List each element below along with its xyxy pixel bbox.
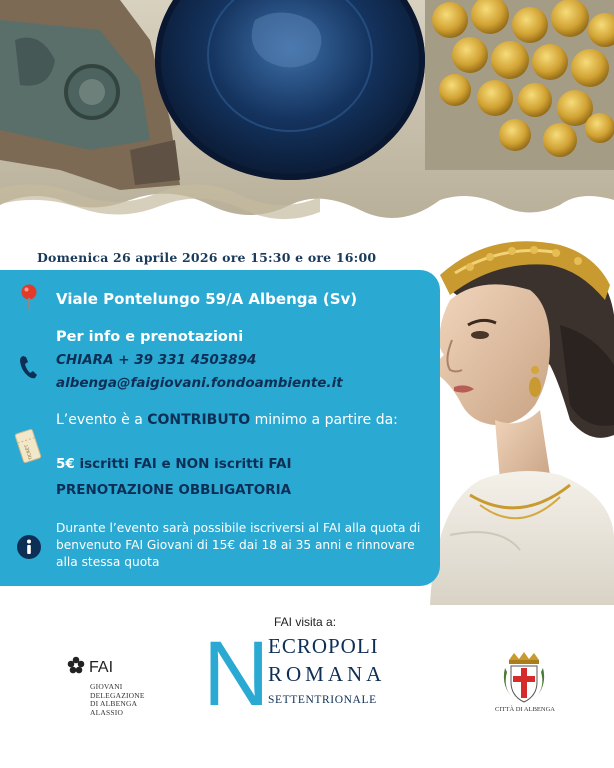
contact-phone[interactable]: CHIARA + 39 331 4503894	[56, 352, 257, 368]
contacts-title: Per info e prenotazioni	[56, 329, 244, 345]
info-icon	[16, 534, 42, 564]
title-line-1: ECROPOLI	[268, 634, 379, 658]
fai-delegation-text	[90, 683, 156, 717]
title-initial: N	[203, 623, 270, 725]
contribution-text	[56, 411, 416, 430]
fai-logo-text: FAI	[89, 658, 114, 676]
fai-sub-line: DI ALBENGA	[90, 699, 138, 708]
albenga-crest-icon	[497, 650, 551, 710]
fee-line	[56, 456, 292, 472]
fai-sub-line: GIOVANI	[90, 682, 123, 691]
fai-sub-line: ALASSIO	[90, 707, 124, 717]
contrib-prefix: L’evento è a	[56, 412, 148, 428]
contrib-suffix: minimo a partire da:	[250, 412, 398, 428]
fai-visit-label: FAI visita a:	[274, 615, 337, 629]
fai-giovani-logo	[66, 655, 156, 717]
archaeological-finds-illustration	[0, 0, 614, 235]
roman-woman-portrait	[410, 205, 614, 605]
hero-artwork	[0, 0, 614, 235]
title-line-2: ROMANA	[268, 662, 386, 686]
city-label: CITTÀ DI ALBENGA	[495, 706, 555, 713]
membership-note: Durante l’evento sarà possibile iscriversi al FAI alla quota di benvenuto FAI Giovani di 15€ dai 18 ai 35 anni e rinnovare alla stessa quota	[56, 521, 421, 569]
event-date: Domenica 26 aprile 2026 ore 15:30 e ore 16:00	[37, 250, 377, 265]
fee-text: iscritti FAI e NON iscritti FAI	[79, 456, 292, 472]
booking-required: PRENOTAZIONE OBBLIGATORIA	[56, 482, 292, 498]
fai-flower-icon	[66, 655, 86, 680]
event-address: Viale Pontelungo 59/A Albenga (Sv)	[56, 290, 358, 308]
fai-sub-line: DELEGAZIONE	[90, 690, 145, 700]
fee-amount: 5€	[56, 456, 80, 472]
contrib-bold: CONTRIBUTO	[147, 412, 251, 428]
contact-email[interactable]: albenga@faigiovani.fondoambiente.it	[56, 375, 343, 391]
location-pin-icon	[20, 284, 38, 316]
title-line-3: SETTENTRIONALE	[268, 694, 377, 706]
ticket-icon	[14, 428, 42, 468]
ticket-icon-label: TICKET	[24, 443, 35, 461]
phone-icon	[19, 354, 39, 384]
